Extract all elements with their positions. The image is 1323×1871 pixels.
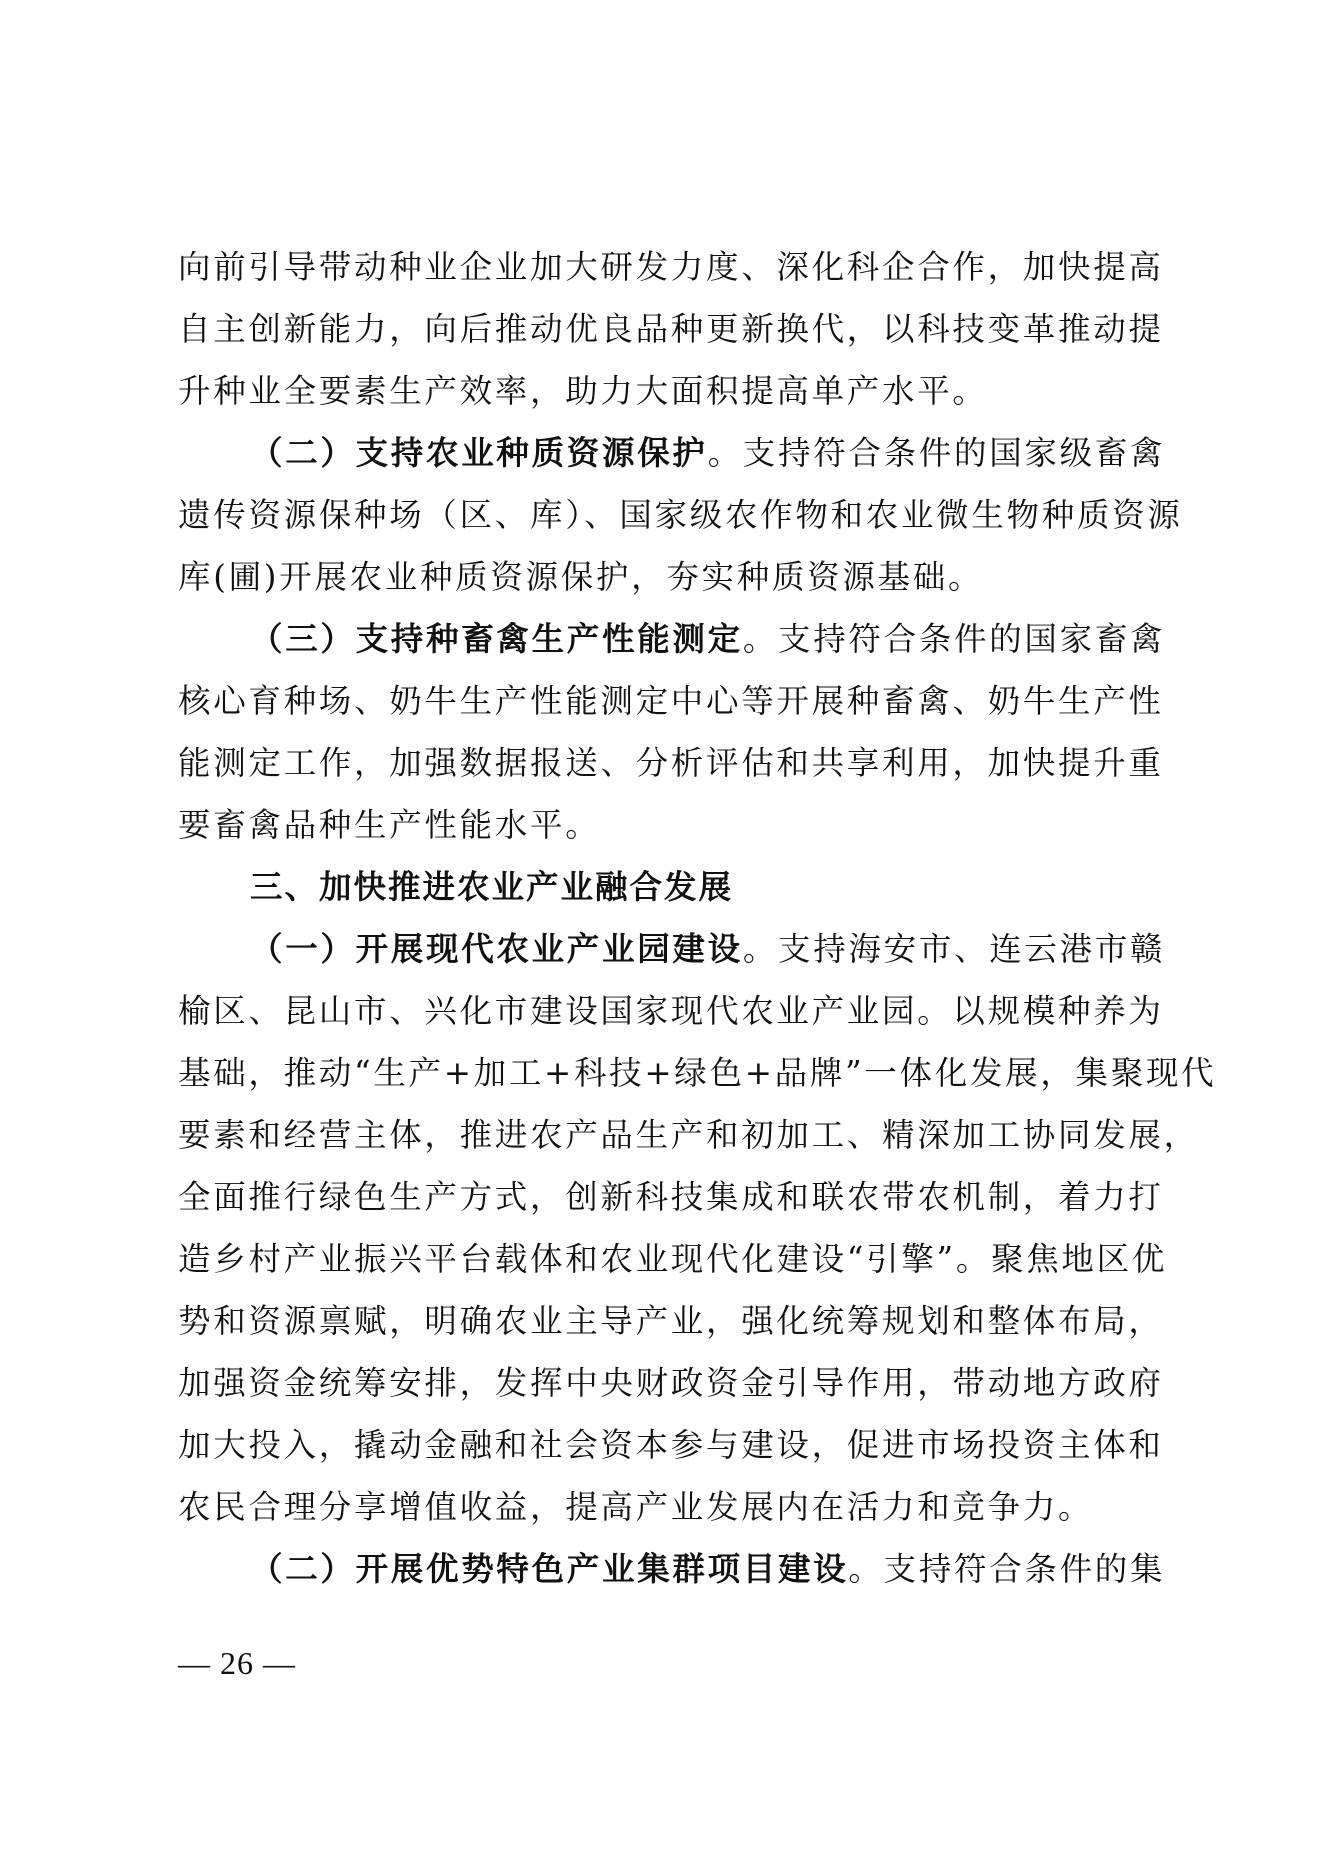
line-text: 加大投入，撬动金融和社会资本参与建设，促进市场投资主体和 bbox=[178, 1426, 1164, 1464]
line-text: 势和资源禀赋，明确农业主导产业，强化统筹规划和整体布局， bbox=[178, 1302, 1164, 1340]
line-text: 加强资金统筹安排，发挥中央财政资金引导作用，带动地方政府 bbox=[178, 1364, 1164, 1402]
line-text: 榆区、昆山市、兴化市建设国家现代农业产业园。以规模种养为 bbox=[178, 992, 1164, 1030]
section-heading bbox=[178, 856, 1148, 918]
section-item-line bbox=[178, 918, 1166, 980]
body-line bbox=[178, 794, 1148, 856]
section-item-line bbox=[178, 608, 1166, 670]
line-text: 要畜禽品种生产性能水平。 bbox=[178, 806, 601, 844]
body-line bbox=[178, 670, 1164, 732]
line-text: 向前引导带动种业企业加大研发力度、深化科企合作，加快提高 bbox=[178, 248, 1164, 286]
document-body bbox=[178, 236, 1217, 1600]
section-heading-text: 三、加快推进农业产业融合发展 bbox=[250, 868, 734, 906]
body-line bbox=[178, 1476, 1148, 1538]
body-line bbox=[178, 1042, 1217, 1104]
body-line bbox=[178, 1228, 1168, 1290]
line-text: 基础，推动“生产+加工+科技+绿色+品牌”一体化发展，集聚现代 bbox=[178, 1054, 1217, 1092]
line-text: 核心育种场、奶牛生产性能测定中心等开展种畜禽、奶牛生产性 bbox=[178, 682, 1164, 720]
line-text: 全面推行绿色生产方式，创新科技集成和联农带农机制，着力打 bbox=[178, 1178, 1164, 1216]
line-text: 。支持符合条件的集 bbox=[848, 1550, 1166, 1588]
line-text: 库(圃)开展农业种质资源保护，夯实种质资源基础。 bbox=[178, 558, 984, 596]
line-text: 自主创新能力，向后推动优良品种更新换代，以科技变革推动提 bbox=[178, 310, 1164, 348]
line-text: 要素和经营主体，推进农产品生产和初加工、精深加工协同发展， bbox=[178, 1116, 1199, 1154]
body-line bbox=[178, 236, 1164, 298]
body-line bbox=[178, 1166, 1164, 1228]
line-text: 遗传资源保种场（区、库）、国家级农作物和农业微生物种质资源 bbox=[178, 496, 1183, 534]
body-line bbox=[178, 980, 1164, 1042]
section-item-line bbox=[178, 1538, 1166, 1600]
line-text: 造乡村产业振兴平台载体和农业现代化建设“引擎”。聚焦地区优 bbox=[178, 1240, 1168, 1278]
line-text: 升种业全要素生产效率，助力大面积提高单产水平。 bbox=[178, 372, 988, 410]
line-text: 。支持海安市、连云港市赣 bbox=[742, 930, 1166, 968]
body-line bbox=[178, 1414, 1164, 1476]
subsection-title: （二）支持农业种质资源保护 bbox=[250, 433, 708, 472]
subsection-title: （三）支持种畜禽生产性能测定 bbox=[250, 619, 743, 658]
page-number: — 26 — bbox=[178, 1645, 296, 1681]
body-line bbox=[178, 298, 1164, 360]
body-line bbox=[178, 484, 1183, 546]
line-text: 农民合理分享增值收益，提高产业发展内在活力和竞争力。 bbox=[178, 1488, 1094, 1526]
body-line bbox=[178, 732, 1164, 794]
line-text: 。支持符合条件的国家级畜禽 bbox=[707, 434, 1166, 472]
subsection-title: （一）开展现代农业产业园建设 bbox=[250, 929, 743, 968]
line-text: 能测定工作，加强数据报送、分析评估和共享利用，加快提升重 bbox=[178, 744, 1164, 782]
section-item-line bbox=[178, 422, 1166, 484]
body-line bbox=[178, 1104, 1199, 1166]
line-text: 。支持符合条件的国家畜禽 bbox=[742, 620, 1166, 658]
body-line bbox=[178, 546, 1148, 608]
body-line bbox=[178, 1352, 1164, 1414]
subsection-title: （二）开展优势特色产业集群项目建设 bbox=[250, 1549, 849, 1588]
body-line bbox=[178, 1290, 1164, 1352]
body-line bbox=[178, 360, 1148, 422]
